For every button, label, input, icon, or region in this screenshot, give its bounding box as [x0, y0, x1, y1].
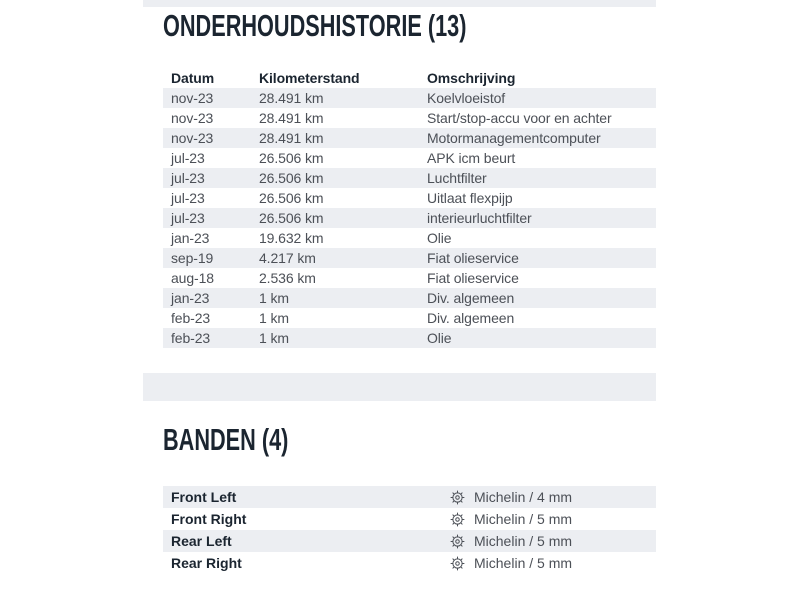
cell-date: sep-19 — [171, 250, 214, 266]
table-row — [163, 288, 656, 308]
cell-description: Olie — [427, 330, 452, 346]
cell-date: jul-23 — [171, 210, 205, 226]
gear-icon — [450, 512, 474, 527]
cell-description: interieurluchtfilter — [427, 210, 532, 226]
tires-table — [163, 486, 656, 574]
table-row — [163, 108, 656, 128]
cell-km: 4.217 km — [259, 250, 316, 266]
table-header-row — [163, 68, 656, 88]
cell-km: 26.506 km — [259, 150, 324, 166]
cell-date: jan-23 — [171, 290, 210, 306]
table-row — [163, 168, 656, 188]
tire-row — [163, 508, 656, 530]
tire-position-label: Rear Right — [171, 555, 242, 571]
tire-value: Michelin / 5 mm — [474, 533, 573, 549]
table-row — [163, 128, 656, 148]
cell-date: jul-23 — [171, 150, 205, 166]
cell-km: 19.632 km — [259, 230, 324, 246]
cell-km: 26.506 km — [259, 170, 324, 186]
table-row — [163, 228, 656, 248]
cell-date: jul-23 — [171, 190, 205, 206]
table-row — [163, 248, 656, 268]
tire-position-label: Front Right — [171, 511, 247, 527]
table-row — [163, 188, 656, 208]
cell-km: 1 km — [259, 290, 289, 306]
cell-description: APK icm beurt — [427, 150, 516, 166]
column-header-omschrijving: Omschrijving — [427, 70, 516, 86]
tire-position-label: Front Left — [171, 489, 237, 505]
cell-km: 26.506 km — [259, 190, 324, 206]
cell-description: Div. algemeen — [427, 290, 515, 306]
cell-date: feb-23 — [171, 330, 211, 346]
cell-date: nov-23 — [171, 110, 214, 126]
cell-date: jan-23 — [171, 230, 210, 246]
table-row — [163, 208, 656, 228]
cell-description: Koelvloeistof — [427, 90, 506, 106]
tire-row — [163, 552, 656, 574]
gear-icon — [450, 556, 474, 571]
maintenance-table — [163, 68, 656, 348]
cell-description: Motormanagementcomputer — [427, 130, 601, 146]
section-divider-top — [143, 0, 656, 7]
cell-date: jul-23 — [171, 170, 205, 186]
section-divider — [143, 373, 656, 401]
tire-row — [163, 530, 656, 552]
gear-icon — [450, 490, 474, 505]
cell-date: feb-23 — [171, 310, 211, 326]
tire-value: Michelin / 5 mm — [474, 511, 573, 527]
cell-km: 1 km — [259, 310, 289, 326]
maintenance-title: ONDERHOUDSHISTORIE (13) — [163, 8, 467, 43]
tire-row — [163, 486, 656, 508]
cell-description: Start/stop-accu voor en achter — [427, 110, 612, 126]
table-row — [163, 268, 656, 288]
cell-date: nov-23 — [171, 90, 214, 106]
cell-km: 2.536 km — [259, 270, 316, 286]
column-header-kilometerstand: Kilometerstand — [259, 70, 360, 86]
cell-km: 28.491 km — [259, 90, 324, 106]
table-row — [163, 88, 656, 108]
cell-date: aug-18 — [171, 270, 214, 286]
tires-title: BANDEN (4) — [163, 422, 289, 457]
table-row — [163, 148, 656, 168]
table-row — [163, 328, 656, 348]
cell-km: 28.491 km — [259, 110, 324, 126]
cell-description: Uitlaat flexpijp — [427, 190, 513, 206]
cell-description: Fiat olieservice — [427, 250, 519, 266]
cell-date: nov-23 — [171, 130, 214, 146]
column-header-datum: Datum — [171, 70, 215, 86]
content-column — [143, 0, 656, 600]
cell-km: 26.506 km — [259, 210, 324, 226]
tire-value: Michelin / 5 mm — [474, 555, 573, 571]
cell-km: 28.491 km — [259, 130, 324, 146]
cell-description: Olie — [427, 230, 452, 246]
cell-km: 1 km — [259, 330, 289, 346]
cell-description: Fiat olieservice — [427, 270, 519, 286]
cell-description: Luchtfilter — [427, 170, 487, 186]
tire-value: Michelin / 4 mm — [474, 489, 573, 505]
table-row — [163, 308, 656, 328]
cell-description: Div. algemeen — [427, 310, 515, 326]
gear-icon — [450, 534, 474, 549]
tire-position-label: Rear Left — [171, 533, 232, 549]
